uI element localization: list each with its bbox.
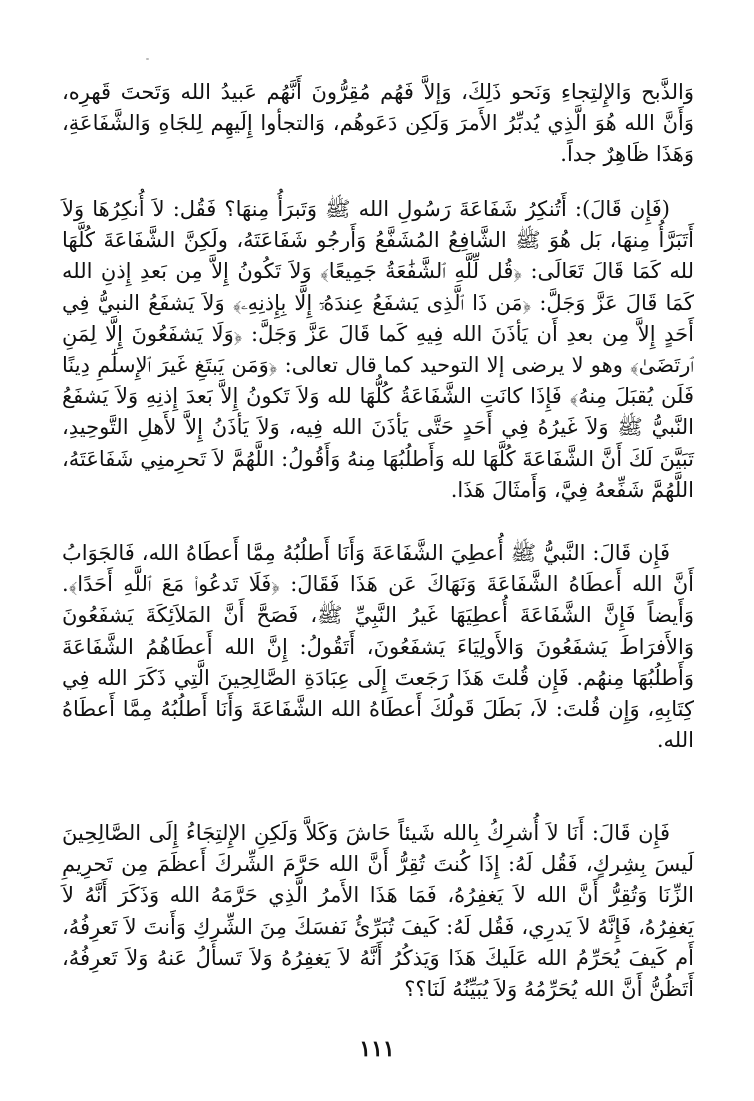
paragraph-2: (فَإِن قَالَ): أَتُنكِرُ شَفَاعَةَ رَسُولِ الله ﷺ وَتَبرَأُ مِنهَا؟ فَقُل: لاَ أُنكِرُهَا وَلاَ أَتَبَرَّأُ مِنهَا، بَل هُوَ ﷺ الشَّافِعُ المُشَفَّعُ وَأَرجُو شَفَاعَتَهُ، ولَكِنَّ الشَّفَاعَةَ كُلَّهَا لله كَمَا قَالَ تَعَالَى: ﴿قُل لِّلَّهِ ٱلشَّفَٰعَةُ جَمِيعًا﴾ وَلاَ تَكُونُ إِلاَّ مِن بَعدِ إِذنِ الله كَمَا قَالَ عَزَّ وَجَلَّ: ﴿مَن ذَا ٱلَّذِى يَشفَعُ عِندَهُۥٓ إِلَّا بِإِذنِهِۦ﴾ وَلاَ يَشفَعُ النبيُّ فِي أَحَدٍ إِلاَّ مِن بعدِ أَن يَأذَنَ الله فِيهِ كَما قَالَ عَزَّ وَجَلَّ: ﴿وَلَا يَشفَعُونَ إِلَّا لِمَنِ ٱرتَضَىٰ﴾ وهو لا يرضى إلا التوحيد كما قال تعالى: ﴿وَمَن يَبتَغِ غَيرَ ٱلإِسلَٰمِ دِينًا فَلَن يُقبَلَ مِنهُ﴾ فَإِذَا كانَتِ الشَّفَاعَةُ كُلُّهَا لله وَلاَ تَكونُ إِلاَّ بَعدَ إِذنِهِ وَلاَ يَشفَعُ النَّبيُّ ﷺ وَلاَ غَيرُهُ فِي أَحَدٍ حَتَّى يَأذَنَ الله فِيه، وَلاَ يَأذَنُ إِلاَّ لأَهلِ التَّوحِيدِ، تَبَيَّنَ لَكَ أَنَّ الشَّفَاعَةَ كُلَّهَا لله وَأَطلُبُهَا مِنهُ وَأَقُولُ: اللَّهُمَّ لاَ تَحرِمنِي شَفَاعَتَهُ، اللَّهُمَّ شَفِّعهُ فِيَّ، وَأَمثَالَ هَذَا. bbox=[62, 197, 694, 502]
text-block-1 bbox=[62, 77, 694, 171]
paragraph-3: فَإِن قَالَ: النَّبيُّ ﷺ أُعطِيَ الشَّفَاعَةَ وَأَنَا أَطلُبُهُ مِمَّا أَعطَاهُ الله، فَالجَوَابُ أَنَّ الله أَعطَاهُ الشَّفَاعَةَ وَنَهَاكَ عَن هَذَا فَقَالَ: ﴿فَلَا تَدعُوا۟ مَعَ ٱللَّهِ أَحَدًا﴾. وَأَيضاً فَإِنَّ الشَّفَاعَةَ أُعطِيَهَا غَيرُ النَّبِيِّ ﷺ، فَصَحَّ أَنَّ المَلاَئِكَةَ يَشفَعُونَ وَالأَفرَاطَ يَشفَعُونَ وَالأَولِيَاءَ يَشفَعُونَ، أَتَقُولُ: إِنَّ الله أَعطَاهُمُ الشَّفَاعَةَ وَأَطلُبُهَا مِنهُم. فَإِن قُلتَ هَذَا رَجَعتَ إِلَى عِبَادَةِ الصَّالِحِينَ الَّتِي ذَكَرَ الله فِي كِتَابِهِ، وَإِن قُلتَ: لاَ، بَطَلَ قَولُكَ أَعطَاهُ الله الشَّفَاعَةَ وَأَنَا أَطلُبُهُ مِمَّا أَعطَاهُ الله. bbox=[62, 541, 694, 753]
scan-speck bbox=[146, 58, 149, 60]
paragraph-4: فَإِن قَالَ: أَنَا لاَ أُشرِكُ بِالله شَيئاً حَاشَ وَكَلاَّ وَلَكِنِ الإِلتِجَاءُ إِلَى الصَّالِحِينَ لَيسَ بِشِركٍ، فَقُل لَهُ: إِذَا كُنتَ تُقِرُّ أَنَّ الله حَرَّمَ الشِّركَ أَعظَمَ مِن تَحرِيمِ الزِّنَا وَتُقِرُّ أَنَّ الله لاَ يَغفِرُهُ، فَمَا هَذَا الأَمرُ الَّذِي حَرَّمَهُ الله وَذَكَرَ أَنَّهُ لاَ يَغفِرُهُ، فَإِنَّهُ لاَ يَدرِي، فَقُل لَهُ: كَيفَ تُبَرِّئُ نَفسَكَ مِنَ الشِّركِ وَأَنتَ لاَ تَعرِفُهُ، أَم كَيفَ يُحَرِّمُ الله عَلَيكَ هَذَا وَيَذكُرُ أَنَّهُ لاَ يَغفِرُهُ وَلاَ تَسأَلُ عَنهُ وَلاَ تَعرِفُهُ، أَتَظُنُّ أَنَّ الله يُحَرِّمُهُ وَلاَ يُبَيِّنُهُ لَنَا؟؟ bbox=[62, 821, 694, 1002]
text-block-4 bbox=[62, 818, 694, 1005]
paragraph-1: وَالذَّبح وَالإِلتِجاءِ وَنَحو ذَلِكَ، وَإلاَّ فَهُم مُقِرُّونَ أَنَّهُم عَبيدُ الله وَتَحتَ قَهرِه، وَأَنَّ الله هُوَ الَّذِي يُدبِّرُ الأَمرَ وَلَكِن دَعَوهُم، وَالتجأوا إِلَيهِم لِلجَاهِ وَالشَّفَاعَةِ، وَهَذَا ظَاهِرٌ جداً. bbox=[62, 80, 694, 167]
text-block-3 bbox=[62, 538, 694, 756]
page-number: ١١١ bbox=[359, 1036, 395, 1062]
text-block-2 bbox=[62, 194, 694, 506]
